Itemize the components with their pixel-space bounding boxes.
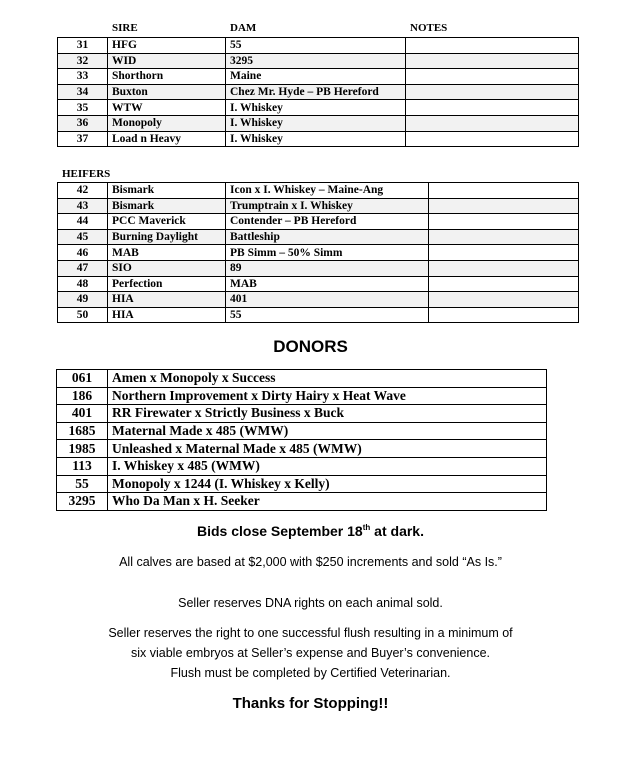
lot-number: 33 — [58, 69, 108, 85]
sire-cell: HFG — [108, 38, 226, 54]
sire-cell: Bismark — [108, 183, 226, 199]
calves-text: All calves are based at $2,000 with $250 increments and sold “As Is.” — [119, 555, 502, 569]
table-row — [58, 131, 579, 147]
sire-cell: HIA — [108, 307, 226, 323]
lot-number: 45 — [58, 229, 108, 245]
notes-cell — [429, 260, 579, 276]
sires-table — [57, 37, 579, 147]
dam-cell: Trumptrain x I. Whiskey — [226, 198, 429, 214]
notes-cell — [429, 183, 579, 199]
donor-number: 401 — [57, 405, 108, 423]
sire-cell: MAB — [108, 245, 226, 261]
notes-cell — [406, 38, 579, 54]
table-row — [58, 183, 579, 199]
notes-cell — [429, 307, 579, 323]
table-row — [58, 260, 579, 276]
flush-text-1: Seller reserves the right to one successful flush resulting in a minimum of — [108, 626, 513, 640]
table-row — [58, 84, 579, 100]
notes-cell — [406, 84, 579, 100]
table-row — [57, 440, 547, 458]
notes-header: NOTES — [410, 22, 448, 34]
sire-header: SIRE — [112, 22, 138, 34]
sire-cell: HIA — [108, 292, 226, 308]
dam-cell: 89 — [226, 260, 429, 276]
table-row — [57, 493, 547, 511]
donor-pedigree: RR Firewater x Strictly Business x Buck — [108, 405, 547, 423]
donor-pedigree: Amen x Monopoly x Success — [108, 370, 547, 388]
table-row — [58, 229, 579, 245]
donor-pedigree: Maternal Made x 485 (WMW) — [108, 422, 547, 440]
table-row — [58, 115, 579, 131]
notes-cell — [429, 214, 579, 230]
sire-cell: Load n Heavy — [108, 131, 226, 147]
notes-cell — [429, 245, 579, 261]
dam-cell: Chez Mr. Hyde – PB Hereford — [226, 84, 406, 100]
lot-number: 32 — [58, 53, 108, 69]
donor-pedigree: Who Da Man x H. Seeker — [108, 493, 547, 511]
table-row — [58, 307, 579, 323]
bids-close-text: Bids close September 18th at dark. — [196, 523, 424, 539]
donors-title: DONORS — [273, 337, 348, 356]
sire-cell: Buxton — [108, 84, 226, 100]
dam-cell: MAB — [226, 276, 429, 292]
lot-number: 50 — [58, 307, 108, 323]
flush-text-2: six viable embryos at Seller’s expense and Buyer’s convenience. — [131, 646, 490, 660]
dam-cell: I. Whiskey — [226, 115, 406, 131]
table-row — [58, 69, 579, 85]
table-row — [57, 405, 547, 423]
sire-cell: Bismark — [108, 198, 226, 214]
dna-text: Seller reserves DNA rights on each animal sold. — [178, 596, 443, 610]
lot-number: 49 — [58, 292, 108, 308]
table-row — [58, 53, 579, 69]
table-row — [58, 198, 579, 214]
lot-number: 44 — [58, 214, 108, 230]
table-row — [57, 422, 547, 440]
lot-number: 36 — [58, 115, 108, 131]
donor-number: 1985 — [57, 440, 108, 458]
dam-cell: PB Simm – 50% Simm — [226, 245, 429, 261]
donor-number: 3295 — [57, 493, 108, 511]
dam-cell: I. Whiskey — [226, 100, 406, 116]
dam-cell: 55 — [226, 38, 406, 54]
thanks-text: Thanks for Stopping!! — [232, 695, 389, 712]
heifers-label: HEIFERS — [62, 168, 111, 180]
donor-pedigree: Unleashed x Maternal Made x 485 (WMW) — [108, 440, 547, 458]
table-row — [58, 276, 579, 292]
donor-number: 113 — [57, 457, 108, 475]
lot-number: 48 — [58, 276, 108, 292]
notes-cell — [406, 100, 579, 116]
notes-cell — [406, 69, 579, 85]
notes-cell — [429, 229, 579, 245]
dam-cell: 55 — [226, 307, 429, 323]
dam-cell: 401 — [226, 292, 429, 308]
lot-number: 43 — [58, 198, 108, 214]
sire-cell: Shorthorn — [108, 69, 226, 85]
sire-cell: Perfection — [108, 276, 226, 292]
sire-cell: Monopoly — [108, 115, 226, 131]
table-row — [57, 387, 547, 405]
donor-number: 186 — [57, 387, 108, 405]
donors-table — [56, 369, 547, 511]
lot-number: 47 — [58, 260, 108, 276]
notes-cell — [406, 53, 579, 69]
table-row — [57, 370, 547, 388]
dam-cell: I. Whiskey — [226, 131, 406, 147]
lot-number: 31 — [58, 38, 108, 54]
table-row — [58, 214, 579, 230]
dam-cell: Battleship — [226, 229, 429, 245]
notes-cell — [429, 198, 579, 214]
lot-number: 35 — [58, 100, 108, 116]
notes-cell — [429, 276, 579, 292]
sire-cell: PCC Maverick — [108, 214, 226, 230]
table-row — [57, 475, 547, 493]
notes-cell — [406, 131, 579, 147]
flush-text-3: Flush must be completed by Certified Veterinarian. — [170, 666, 451, 680]
heifers-table — [57, 182, 579, 323]
dam-cell: 3295 — [226, 53, 406, 69]
table-row — [58, 292, 579, 308]
dam-cell: Maine — [226, 69, 406, 85]
lot-number: 37 — [58, 131, 108, 147]
donor-pedigree: Northern Improvement x Dirty Hairy x Heat Wave — [108, 387, 547, 405]
sire-cell: Burning Daylight — [108, 229, 226, 245]
table-row — [58, 245, 579, 261]
lot-number: 42 — [58, 183, 108, 199]
dam-cell: Icon x I. Whiskey – Maine-Ang — [226, 183, 429, 199]
donor-pedigree: Monopoly x 1244 (I. Whiskey x Kelly) — [108, 475, 547, 493]
sire-cell: WTW — [108, 100, 226, 116]
table-row — [58, 38, 579, 54]
notes-cell — [429, 292, 579, 308]
donor-number: 1685 — [57, 422, 108, 440]
table-row — [57, 457, 547, 475]
lot-number: 46 — [58, 245, 108, 261]
dam-cell: Contender – PB Hereford — [226, 214, 429, 230]
table-row — [58, 100, 579, 116]
donor-number: 55 — [57, 475, 108, 493]
lot-number: 34 — [58, 84, 108, 100]
sire-cell: SIO — [108, 260, 226, 276]
sire-cell: WID — [108, 53, 226, 69]
notes-cell — [406, 115, 579, 131]
donor-pedigree: I. Whiskey x 485 (WMW) — [108, 457, 547, 475]
donor-number: 061 — [57, 370, 108, 388]
dam-header: DAM — [230, 22, 257, 34]
